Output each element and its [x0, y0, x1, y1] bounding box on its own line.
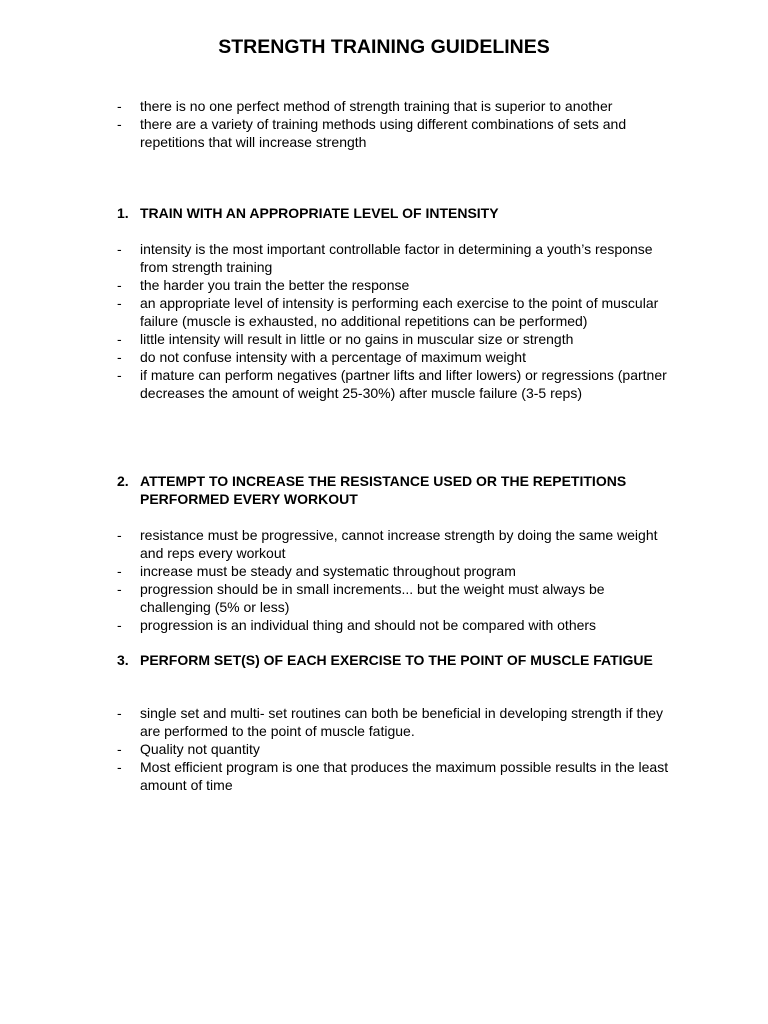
section-heading — [117, 472, 657, 508]
section-number: 3. — [117, 652, 129, 668]
list-item — [117, 348, 677, 366]
bullet-dash: - — [117, 241, 122, 257]
bullet-dash: - — [117, 527, 122, 543]
list-item-text: Most efficient program is one that produces the maximum possible results in the least amount of time — [140, 759, 669, 793]
list-item-text: resistance must be progressive, cannot increase strength by doing the same weight and reps every workout — [140, 527, 658, 561]
bullet-dash: - — [117, 277, 122, 293]
list-item — [117, 330, 677, 348]
list-item-text: progression is an individual thing and should not be compared with others — [140, 617, 597, 633]
section-list — [117, 240, 677, 402]
bullet-dash: - — [117, 367, 122, 383]
list-item-text: there is no one perfect method of strength training that is superior to another — [140, 98, 613, 114]
bullet-dash: - — [117, 759, 122, 775]
list-item-text: single set and multi- set routines can both be beneficial in developing strength if they are performed to the point of muscle fatigue. — [140, 705, 663, 739]
list-item-text: an appropriate level of intensity is performing each exercise to the point of muscular failure (muscle is exhausted, no additional repetitions can be performed) — [140, 295, 659, 329]
section-heading-text: PERFORM SET(S) OF EACH EXERCISE TO THE POINT OF MUSCLE FATIGUE — [140, 652, 653, 668]
list-item — [117, 740, 677, 758]
list-item — [117, 580, 677, 616]
list-item-text: little intensity will result in little or no gains in muscular size or strength — [140, 331, 574, 347]
list-item-text: there are a variety of training methods using different combinations of sets and repetitions that will increase strength — [140, 116, 627, 150]
bullet-dash: - — [117, 331, 122, 347]
list-item — [117, 294, 677, 330]
list-item — [117, 115, 677, 151]
section-heading-text: ATTEMPT TO INCREASE THE RESISTANCE USED OR THE REPETITIONS PERFORMED EVERY WORKOUT — [140, 473, 627, 507]
list-item-text: progression should be in small increments... but the weight must always be challenging (5% or less) — [140, 581, 605, 615]
list-item-text: if mature can perform negatives (partner lifts and lifter lowers) or regressions (partner decreases the amount of weight 25-30%) after muscle failure (3-5 reps) — [140, 367, 667, 401]
list-item — [117, 526, 677, 562]
bullet-dash: - — [117, 705, 122, 721]
bullet-dash: - — [117, 563, 122, 579]
list-item-text: intensity is the most important controllable factor in determining a youth’s response from strength training — [140, 241, 653, 275]
bullet-dash: - — [117, 98, 122, 114]
section-heading — [117, 204, 657, 222]
bullet-dash: - — [117, 581, 122, 597]
list-item-text: do not confuse intensity with a percentage of maximum weight — [140, 349, 526, 365]
list-item — [117, 616, 677, 634]
list-item-text: increase must be steady and systematic throughout program — [140, 563, 516, 579]
bullet-dash: - — [117, 295, 122, 311]
list-item — [117, 240, 677, 276]
section-number: 1. — [117, 205, 129, 221]
section-heading-text: TRAIN WITH AN APPROPRIATE LEVEL OF INTENSITY — [140, 205, 499, 221]
list-item — [117, 758, 677, 794]
list-item — [117, 97, 677, 115]
list-item — [117, 562, 677, 580]
list-item — [117, 704, 677, 740]
bullet-dash: - — [117, 116, 122, 132]
section-number: 2. — [117, 473, 129, 489]
bullet-dash: - — [117, 349, 122, 365]
list-item — [117, 366, 677, 402]
bullet-dash: - — [117, 741, 122, 757]
bullet-dash: - — [117, 617, 122, 633]
list-item — [117, 276, 677, 294]
section-list — [117, 526, 677, 634]
section-list — [117, 704, 677, 794]
list-item-text: the harder you train the better the response — [140, 277, 410, 293]
intro-list — [117, 97, 677, 151]
section-heading — [117, 651, 657, 669]
list-item-text: Quality not quantity — [140, 741, 260, 757]
page-title: STRENGTH TRAINING GUIDELINES — [218, 36, 550, 58]
